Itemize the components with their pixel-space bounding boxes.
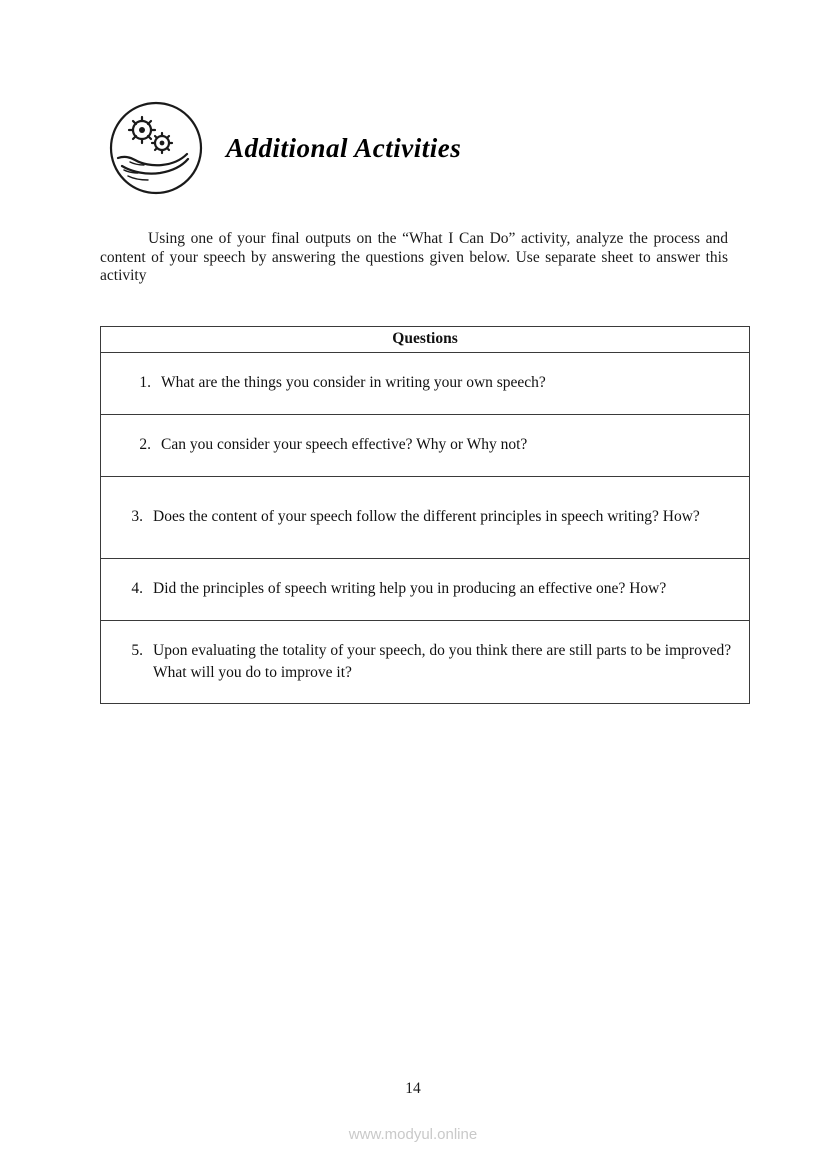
gear-large-icon bbox=[129, 117, 155, 143]
question-number: 4. bbox=[131, 580, 143, 598]
question-text: What are the things you consider in writing your own speech? bbox=[161, 374, 546, 392]
gears-in-hand-icon bbox=[108, 100, 204, 196]
question-text: Can you consider your speech effective? Why or Why not? bbox=[161, 436, 528, 454]
question-number: 3. bbox=[131, 508, 143, 526]
question-text: Does the content of your speech follow the different principles in speech writing? How? bbox=[153, 508, 700, 526]
page-number: 14 bbox=[405, 1080, 421, 1097]
question-number: 1. bbox=[139, 374, 151, 392]
questions-table-header: Questions bbox=[101, 327, 749, 353]
question-row-2 bbox=[101, 415, 749, 477]
gear-small-icon bbox=[152, 133, 172, 153]
question-row-1 bbox=[101, 353, 749, 415]
intro-paragraph: Using one of your final outputs on the “What I Can Do” activity, analyze the process and content of your speech by answering the questions given below. Use separate sheet to answer this activity bbox=[100, 230, 728, 285]
watermark: www.modyul.online bbox=[348, 1126, 478, 1143]
question-row-5 bbox=[101, 621, 749, 703]
question-row-3 bbox=[101, 477, 749, 559]
question-text: Upon evaluating the totality of your speech, do you think there are still parts to be improved? What will you do to improve it? bbox=[153, 641, 732, 681]
question-text: Did the principles of speech writing help you in producing an effective one? How? bbox=[153, 580, 667, 598]
questions-table bbox=[100, 326, 750, 704]
question-number: 5. bbox=[131, 641, 143, 659]
question-number: 2. bbox=[139, 436, 151, 454]
question-row-4 bbox=[101, 559, 749, 621]
hand-icon bbox=[118, 154, 188, 180]
section-header bbox=[108, 100, 746, 196]
page-title: Additional Activities bbox=[226, 132, 462, 163]
